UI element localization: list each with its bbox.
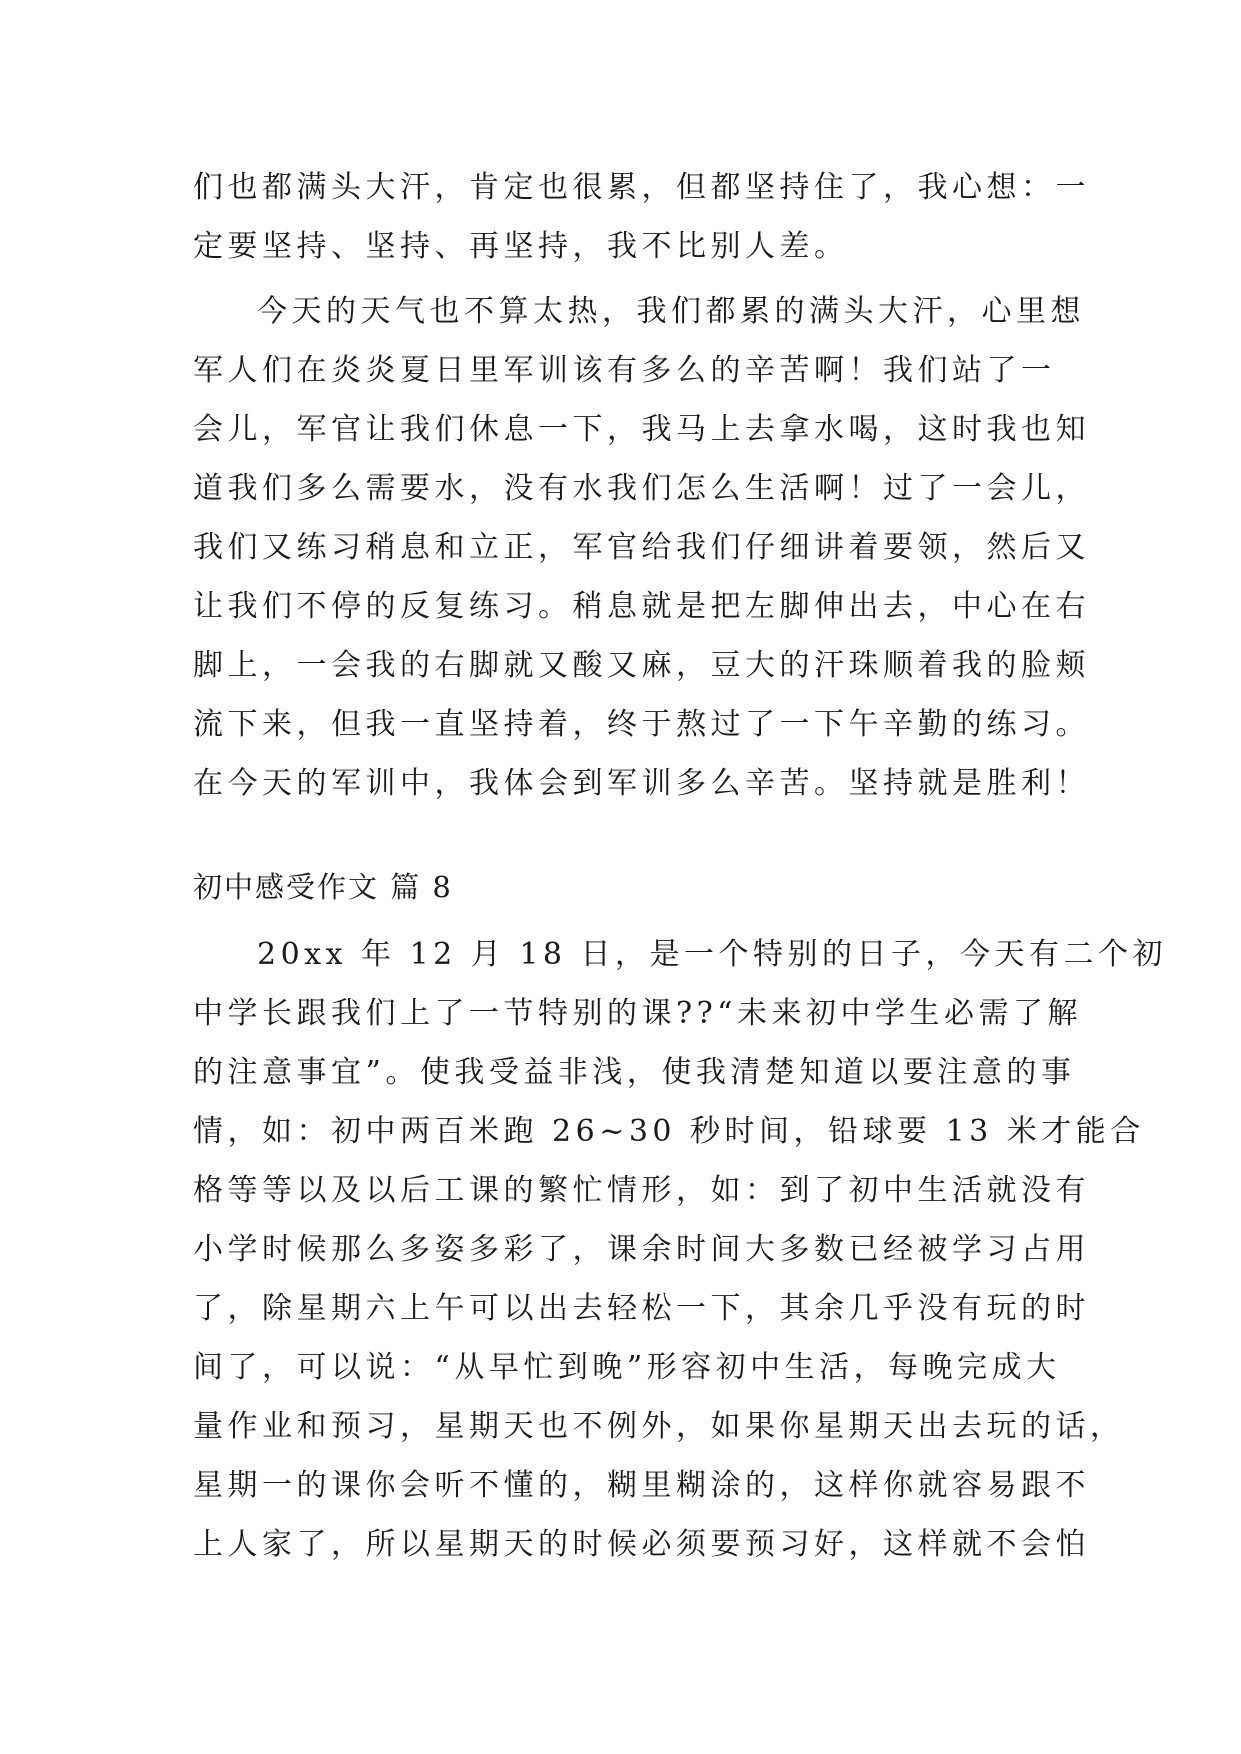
text-line: 让我们不停的反复练习。稍息就是把左脚伸出去，中心在右 xyxy=(193,589,1090,624)
text-line: 我们又练习稍息和立正，军官给我们仔细讲着要领，然后又 xyxy=(193,530,1090,565)
section-heading: 初中感受作文 篇 8 xyxy=(193,870,453,904)
paragraph-military-training-end xyxy=(193,158,1090,276)
paragraph-special-lesson xyxy=(193,925,1168,1574)
text-line: 定要坚持、坚持、再坚持，我不比别人差。 xyxy=(193,229,849,264)
text-line: 间了，可以说：“从早忙到晚”形容初中生活，每晚完成大 xyxy=(193,1350,1061,1385)
text-line: 今天的天气也不算太热，我们都累的满头大汗，心里想 xyxy=(257,294,1085,329)
text-line: 中学长跟我们上了一节特别的课??“未来初中学生必需了解 xyxy=(193,996,1083,1031)
text-line: 们也都满头大汗，肯定也很累，但都坚持住了，我心想：一 xyxy=(193,170,1090,205)
text-line: 情，如：初中两百米跑 26~30 秒时间，铅球要 13 米才能合 xyxy=(193,1114,1145,1149)
text-line: 会儿，军官让我们休息一下，我马上去拿水喝，这时我也知 xyxy=(193,412,1090,447)
text-line: 小学时候那么多姿多彩了，课余时间大多数已经被学习占用 xyxy=(193,1232,1090,1267)
text-line: 道我们多么需要水，没有水我们怎么生活啊！过了一会儿， xyxy=(193,471,1090,506)
text-line: 的注意事宜”。使我受益非浅，使我清楚知道以要注意的事 xyxy=(193,1055,1076,1090)
text-line: 格等等以及以后工课的繁忙情形，如：到了初中生活就没有 xyxy=(193,1173,1090,1208)
document-body xyxy=(193,158,1168,1574)
text-line: 了，除星期六上午可以出去轻松一下，其余几乎没有玩的时 xyxy=(193,1291,1090,1326)
paragraph-hot-weather xyxy=(193,282,1090,813)
text-line: 军人们在炎炎夏日里军训该有多么的辛苦啊！我们站了一 xyxy=(193,353,1056,388)
text-line: 流下来，但我一直坚持着，终于熬过了一下午辛勤的练习。 xyxy=(193,707,1090,742)
text-line: 量作业和预习，星期天也不例外，如果你星期天出去玩的话， xyxy=(193,1409,1125,1444)
text-line: 20xx 年 12 月 18 日，是一个特别的日子，今天有二个初 xyxy=(257,937,1168,972)
text-line: 上人家了，所以星期天的时候必须要预习好，这样就不会怕 xyxy=(193,1527,1090,1562)
text-line: 在今天的军训中，我体会到军训多么辛苦。坚持就是胜利！ xyxy=(193,766,1090,801)
text-line: 脚上，一会我的右脚就又酸又麻，豆大的汗珠顺着我的脸颊 xyxy=(193,648,1090,683)
text-line: 星期一的课你会听不懂的，糊里糊涂的，这样你就容易跟不 xyxy=(193,1468,1090,1503)
